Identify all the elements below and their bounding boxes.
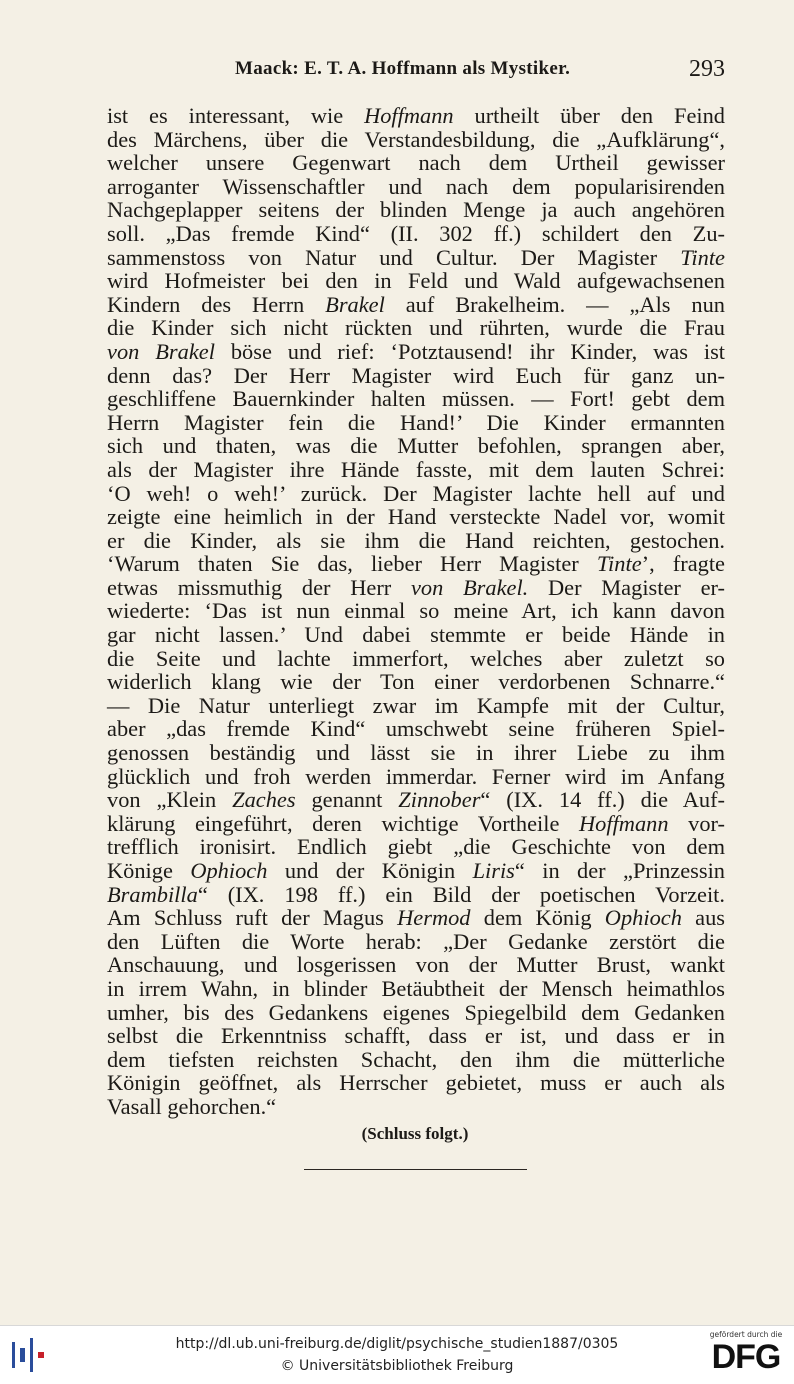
text-line: arroganter Wissenschaftler und nach dem popularisirenden [107,173,725,199]
text-line: ‘O weh! o weh!’ zurück. Der Magister lachte hell auf und [107,480,725,506]
emphasized-name: Ophioch [190,858,268,883]
text-line: Vasall gehorchen.“ [107,1093,277,1119]
emphasized-name: Tinte [680,244,725,270]
text-line: — Die Natur unterliegt zwar im Kampfe mit der Cultur, [107,692,725,718]
page-number: 293 [689,56,725,82]
text-line: die Kinder sich nicht rückten und rührten, wurde die Frau [107,315,725,341]
emphasized-name: Brakel [325,291,385,317]
text-line: in irrem Wahn, in blinder Betäubtheit der Mensch heimathlos [107,975,725,1001]
emphasized-name: von Brakel. [410,574,529,600]
emphasized-name: Ophioch [604,905,682,931]
text-line: selbst die Erkenntniss schafft, dass er ist, und dass er in [107,1023,725,1049]
text-line: den Lüften die Worte herab: „Der Gedanke zerstört die [107,928,725,954]
text-line: ‘Warum thaten Sie das, lieber Herr Magister Tinte’, fragte [107,551,725,577]
text-line: genossen beständig und lässt sie in ihrer Liebe zu ihm [107,740,725,766]
emphasized-name: Liris [472,858,515,883]
dfg-wordmark: DFG [711,1338,781,1376]
page-header [105,56,725,90]
text-line: soll. „Das fremde Kind“ (II. 302 ff.) schildert den Zu- [107,220,725,246]
text-line: die Seite und lachte immerfort, welches aber zuletzt so [107,645,725,671]
text-line: Königin geöffnet, als Herrscher gebietet, muss er auch als [107,1070,725,1096]
text-line: Brambilla“ (IX. 198 ff.) ein Bild der poetischen Vorzeit. [107,881,725,907]
text-line: klärung eingeführt, deren wichtige Vortheile Hoffmann vor- [107,810,725,836]
text-line: als der Magister ihre Hände fasste, mit dem lauten Schrei: [107,456,725,482]
running-title: Maack: E. T. A. Hoffmann als Mystiker. [235,58,571,79]
section-rule [304,1169,527,1170]
text-line: etwas missmuthig der Herr von Brakel. Der Magister er- [107,574,725,600]
emphasized-name: Hermod [397,905,471,931]
text-line: sich und thaten, was die Mutter befohlen, sprangen aber, [107,433,725,459]
text-line: welcher unsere Gegenwart nach dem Urtheil gewisser [107,150,725,176]
funding-note: gefördert durch die [709,1330,783,1339]
emphasized-name: Zaches [232,787,296,813]
text-line: trefflich ironisirt. Endlich giebt „die Geschichte von dem [107,834,725,860]
closing-note: (Schluss folgt.) [361,1124,469,1143]
text-line: ist es interessant, wie Hoffmann urtheilt über den Feind [107,103,725,128]
text-line: von „Klein Zaches genannt Zinnober“ (IX. 14 ff.) die Auf- [107,787,725,813]
text-line: umher, bis des Gedankens eigenes Spiegelbild dem Gedanken [107,999,725,1025]
text-line: dem tiefsten reichsten Schacht, den ihm die mütterliche [107,1046,725,1072]
viewer-footer [0,1325,794,1384]
text-line: Könige Ophioch und der Königin Liris“ in der „Prinzessin [107,858,725,883]
emphasized-name: Hoffmann [364,103,454,128]
dfg-logo [706,1330,786,1380]
text-line: sammenstoss von Natur und Cultur. Der Magister Tinte [107,244,725,270]
closing-note-wrap [0,1124,794,1144]
text-line: Nachgeplapper seitens der blinden Menge ja auch angehören [107,197,725,223]
emphasized-name: Zinnober [398,787,481,813]
text-line: denn das? Der Herr Magister wird Euch für ganz un- [107,362,725,388]
text-line: des Märchens, über die Verstandesbildung, die „Aufklärung“, [107,126,725,152]
text-line: Herrn Magister fein die Hand!’ Die Kinder ermannten [107,409,725,435]
text-line: Am Schluss ruft der Magus Hermod dem König Ophioch aus [107,905,725,931]
emphasized-name: von Brakel [107,338,215,364]
text-line: Kindern des Herrn Brakel auf Brakelheim. — „Als nun [107,291,725,317]
emphasized-name: Tinte [596,551,642,577]
text-line: widerlich klang wie der Ton einer verdorbenen Schnarre.“ [107,669,725,695]
copyright-notice: © Universitätsbibliothek Freiburg [280,1358,514,1374]
body-text [107,104,725,1119]
emphasized-name: Hoffmann [578,810,669,836]
text-line: aber „das fremde Kind“ umschwebt seine früheren Spiel- [107,716,725,742]
text-line: glücklich und froh werden immerdar. Ferner wird im Anfang [107,763,725,789]
text-line: gar nicht lassen.’ Und dabei stemmte er beide Hände in [107,622,725,648]
text-line: Anschauung, und losgerissen von der Mutter Brust, wankt [107,952,725,978]
text-line: zeigte eine heimlich in der Hand versteckte Nadel vor, womit [107,504,725,530]
text-line: geschliffene Bauernkinder halten müssen. — Fort! gebt dem [107,386,725,412]
text-line: von Brakel böse und rief: ‘Potztausend! ihr Kinder, was ist [107,338,726,364]
text-line: wird Hofmeister bei den in Feld und Wald aufgewachsenen [107,268,725,294]
text-line: er die Kinder, als sie ihm die Hand reichten, gestochen. [107,527,725,553]
emphasized-name: Brambilla [107,881,198,907]
source-url[interactable]: http://dl.ub.uni-freiburg.de/diglit/psychische_studien1887/0305 [175,1336,619,1352]
text-line: wiederte: ‘Das ist nun einmal so meine Art, ich kann davon [107,598,725,624]
